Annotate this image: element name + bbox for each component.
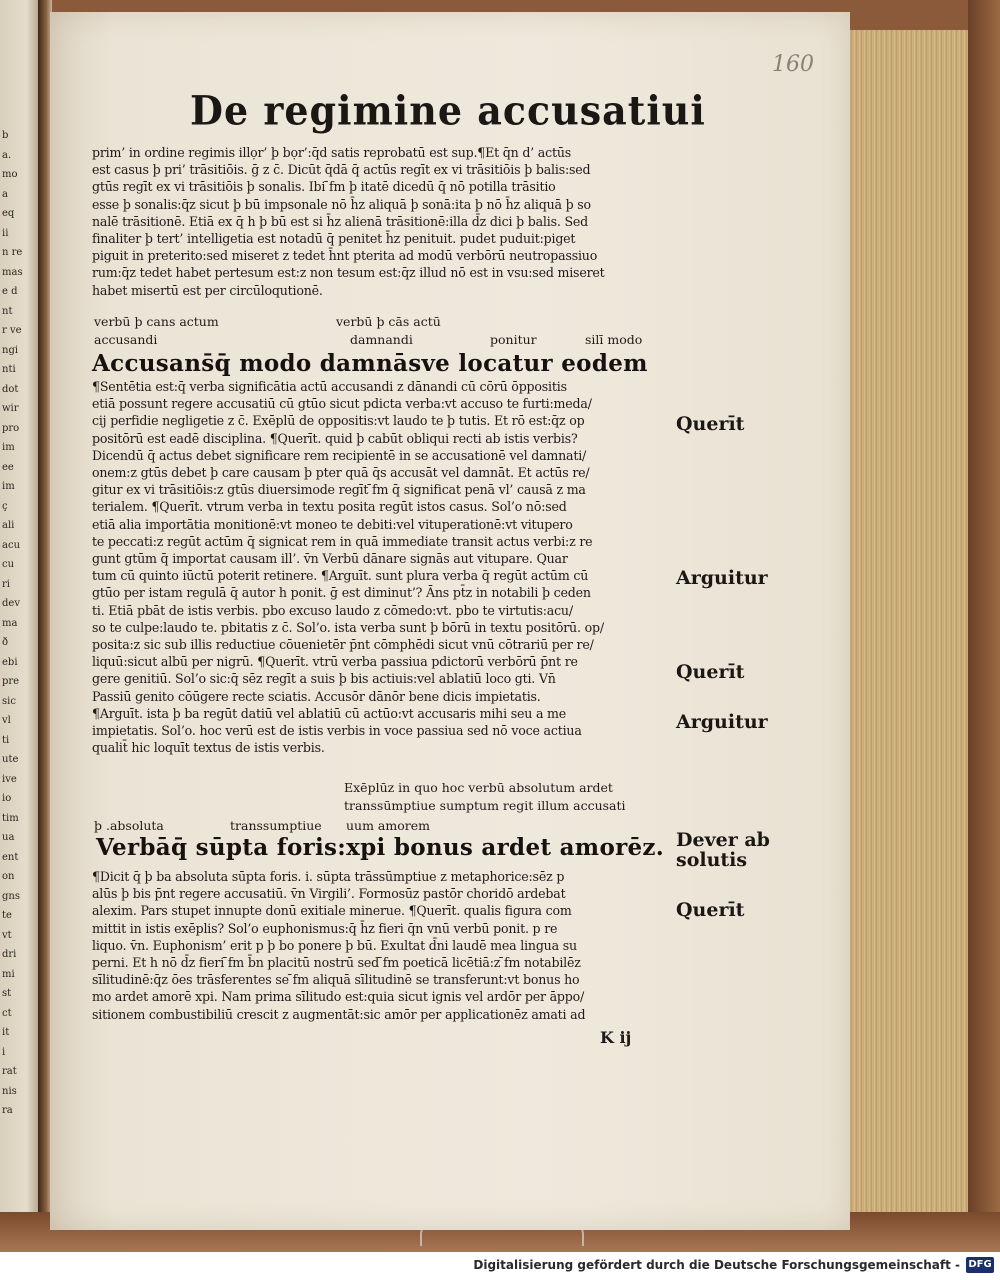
- text-line: gtūo per istam regulā q̄ autor h ponit. ḡ est diminut’? Āns pt̄z in notabili þ ceden: [92, 585, 591, 601]
- verse-line-1: Accusans̄q̄ modo damnāsve locatur eodem: [92, 350, 648, 377]
- previous-page-text-fragment: st: [2, 988, 12, 999]
- previous-page-text-fragment: ri: [2, 578, 10, 590]
- margin-note-queritur: Querīt: [676, 661, 745, 683]
- text-line: etiā possunt regere accusatiū cū gtūo sicut pdicta verba:vt accuso te furti:meda/: [92, 396, 592, 412]
- interlinear-gloss: damnandi: [350, 332, 413, 347]
- previous-page-text-fragment: gns: [2, 890, 20, 902]
- text-line: terialem. ¶Querīt. vtrum verba in textu posita regūt istos casus. Sol’o nō:sed: [92, 499, 567, 515]
- interlinear-gloss: þ .absoluta: [94, 818, 164, 833]
- previous-page-text-fragment: dri: [2, 949, 17, 960]
- text-line: gunt gtūm q̄ importat causam ill’. v̄n Verbū dānare signās aut vitupare. Quar: [92, 551, 568, 567]
- previous-page-text-fragment: cu: [2, 559, 15, 570]
- verse-line-2: Verbāq̄ sūpta foris:xpi bonus ardet amorēz.: [96, 834, 665, 861]
- dfg-logo: DFG: [966, 1257, 994, 1273]
- previous-page-text-fragment: mas: [2, 266, 23, 278]
- text-line: cij perfidie negligetie z c̄. Exēplū de oppositis:vt laudo te þ tutis. Et rō est:q̄z op: [92, 413, 585, 429]
- previous-page-text-fragment: dev: [2, 598, 20, 609]
- text-line: esse þ sonalis:q̄z sicut þ bū impsonale nō h̄z aliquā þ sonā:ita þ nō h̄z aliquā þ so: [92, 196, 591, 212]
- margin-note-dever: solutis: [676, 849, 748, 871]
- previous-page-text-fragment: ii: [2, 227, 9, 239]
- text-line: nalē trāsitionē. Etiā ex q̄ h þ bū est si h̄z alienā trāsitionē:illa d̄z dici þ balis. Sed: [92, 213, 588, 229]
- margin-note-arguitur: Arguitur: [676, 567, 768, 589]
- previous-page-text-fragment: r ve: [2, 325, 22, 336]
- text-line: ¶Arguīt. ista þ ba regūt datiū vel ablatiū cū actūo:vt accusaris mihi seu a me: [92, 705, 567, 721]
- text-line: ti. Etiā pbāt de istis verbis. pbo excuso laudo z cōmedo:vt. pbo te virtutis:acu/: [92, 602, 573, 618]
- previous-page-text-fragment: te: [2, 910, 12, 921]
- text-line: ¶Dicit q̄ þ ba absoluta sūpta foris. i. sūpta trāssūmptiue z metaphorice:sēz p: [92, 869, 565, 884]
- previous-page-text-fragment: ebi: [2, 656, 18, 668]
- interlinear-gloss: Exēplūz in quo hoc verbū absolutum ardet: [344, 780, 613, 795]
- text-line: rum:q̄z tedet habet pertesum est:z non tesum est:q̄z illud nō est in vsu:sed miseret: [92, 265, 605, 281]
- previous-page-text-fragment: ua: [2, 832, 15, 843]
- previous-page-text-fragment: i: [2, 1046, 6, 1058]
- text-line: mittit in istis exēplis? Sol’o euphonismus:q̄ h̄z fieri q̄n vnū verbū ponit. p re: [92, 920, 558, 936]
- previous-page-text-fragment: vl: [2, 715, 11, 726]
- previous-page-text-fragment: vt: [2, 929, 12, 941]
- text-line: mo ardet amorē xpi. Nam prima sīlitudo est:quia sicut ignis vel ardōr per āppo/: [92, 989, 585, 1005]
- previous-page-text-fragment: tim: [2, 812, 19, 824]
- commentary-paragraph-2: [92, 378, 662, 756]
- previous-page-text-fragment: it: [2, 1027, 10, 1038]
- interlinear-gloss: uum amorem: [346, 818, 430, 833]
- text-line: liquo. v̄n. Euphonism’ erit p þ bo ponere þ bū. Exultat d̄ni laudē mea lingua su: [92, 937, 577, 953]
- previous-page-text-fragment: ct: [2, 1007, 12, 1019]
- footer-credit: Digitalisierung gefördert durch die Deutsche Forschungsgemeinschaft -: [473, 1258, 960, 1272]
- previous-page-text-fragment: e d: [2, 286, 18, 297]
- book-cover-edge: [968, 0, 1000, 1252]
- previous-page-text-fragment: eq: [2, 208, 15, 219]
- signature-mark: K ij: [600, 1028, 632, 1047]
- previous-page-text-fragment: pre: [2, 676, 20, 687]
- previous-page-text-fragment: nt: [2, 305, 13, 317]
- text-line: ¶Sentētia est:q̄ verba significātia actū accusandi z dānandi cū cōrū ōppositis: [92, 379, 567, 394]
- previous-page-text-fragment: acu: [2, 539, 21, 551]
- margin-note-dever: Dever ab: [676, 829, 770, 851]
- previous-page-text-fragment: dot: [2, 383, 19, 395]
- previous-page-text-fragment: mo: [2, 169, 18, 180]
- previous-page-text-fragment: ç: [2, 500, 8, 512]
- previous-page-edge: [0, 0, 40, 1212]
- previous-page-text-fragment: ee: [2, 461, 14, 473]
- previous-page-text-fragment: b: [2, 130, 9, 141]
- text-line: tum cū quinto iūctū poterit retinere. ¶Arguīt. sunt plura verba q̄ regūt actūm cū: [92, 568, 589, 584]
- text-line: gitur ex vi trāsitiōis:z gtūs diuersimode regīt ̄fm q̄ significat penā vl’ causā z ma: [92, 482, 586, 498]
- previous-page-text-fragment: ali: [2, 520, 15, 531]
- previous-page-text-fragment: n re: [2, 247, 23, 258]
- text-line: perni. Et h nō d̄z fieri ̄fm b̄n placitū nostrū sed ̄fm poeticā licētiā:z ̄fm notabilēz: [92, 955, 581, 971]
- previous-page-text-fragment: wir: [2, 403, 19, 414]
- text-line: posita:z sic sub illis reductiue cōuenietēr p̄nt cōmphēdi sicut vnū cōtrariū per re/: [92, 637, 594, 653]
- interlinear-gloss: ponitur: [490, 332, 537, 347]
- previous-page-text-fragment: ngi: [2, 344, 19, 356]
- previous-page-text-fragment: on: [2, 871, 15, 882]
- previous-page-text-fragment: ð: [2, 637, 9, 648]
- interlinear-gloss: transsumptiue: [230, 818, 322, 833]
- margin-note-queritur: Querīt: [676, 413, 745, 435]
- previous-page-text-fragment: io: [2, 793, 12, 804]
- running-title: De regimine accusatiui: [190, 86, 706, 135]
- text-line: alexim. Pars stupet innupte donū exitiale minerue. ¶Querīt. qualis figura com: [92, 903, 572, 919]
- previous-page-text-fragment: ive: [2, 773, 17, 785]
- interlinear-gloss: verbū þ cās actū: [336, 314, 441, 329]
- text-line: est casus þ pri’ trāsitiōis. ḡ z c̄. Dicūt q̄dā q̄ actūs regīt ex vi trāsitiōis þ balis:sed: [92, 162, 591, 178]
- text-line: Passiū genito cōūgere recte sciatis. Accusōr dānōr bene dicis impietatis.: [92, 688, 541, 704]
- previous-page-text-fragment: pro: [2, 422, 20, 434]
- previous-page-text-fragment: ute: [2, 754, 19, 765]
- interlinear-gloss: verbū þ cans actum: [94, 314, 219, 329]
- previous-page-text-fragment: a.: [2, 149, 12, 161]
- margin-note-arguitur: Arguitur: [676, 711, 768, 733]
- text-line: sīlitudinē:q̄z ōes trāsferentes se ̄fm aliquā sīlitudinē se transferunt:vt bonus ho: [92, 972, 580, 988]
- text-line: alūs þ bis p̄nt regere accusatiū. v̄n Virgili’. Formosūz pastōr choridō ardebat: [92, 886, 566, 902]
- commentary-paragraph-3: [92, 868, 662, 1023]
- book-fore-edge: [848, 30, 974, 1218]
- previous-page-text-fragment: a: [2, 188, 8, 200]
- text-line: prim’ in ordine regimis illọr’ þ bọr’:q̄d satis reprobatū est sup.¶Et q̄n d’ actūs: [92, 145, 571, 160]
- footer-bar: [0, 1252, 1000, 1280]
- previous-page-text-fragment: ti: [2, 734, 10, 746]
- text-line: so te culpe:laudo te. pbitatis z c̄. Sol’o. ista verba sunt þ bōrū in textu positōrū. op/: [92, 619, 604, 635]
- previous-page-text-fragment: mi: [2, 968, 15, 980]
- text-line: piguit in preterito:sed miseret z tedet h̄nt pterita ad modū verbōrū neutropassiuo: [92, 248, 598, 264]
- text-line: liquū:sicut albū per nigrū. ¶Querīt. vtrū verba passiua pdictorū verbōrū p̄nt re: [92, 654, 578, 670]
- text-line: qualit̄ hic loquīt textus de istis verbis.: [92, 740, 325, 756]
- previous-page-text-fragment: ma: [2, 617, 18, 629]
- previous-page-text-fragment: im: [2, 442, 15, 453]
- previous-page-text-fragment: nis: [2, 1085, 17, 1097]
- interlinear-gloss: accusandi: [94, 332, 158, 347]
- interlinear-gloss: transsūmptiue sumptum regit illum accusati: [344, 798, 626, 813]
- text-line: te peccati:z regūt actūm q̄ signicat rem in quā immediate transit actus verbi:z re: [92, 533, 593, 549]
- pencil-page-number: 160: [772, 52, 814, 77]
- text-line: Dicendū q̄ actus debet significare rem recipientē in se accusationē vel damnati/: [92, 447, 587, 463]
- text-line: finaliter þ tert’ intelligetia est notadū q̄ penitet h̄z penituit. pudet puduit:piget: [92, 231, 576, 247]
- previous-page-text-fragment: rat: [2, 1066, 17, 1077]
- previous-page-text-fragment: nti: [2, 364, 16, 375]
- margin-note-queritur: Querīt: [676, 899, 745, 921]
- text-line: sitionem combustibiliū crescit z augmentāt:sic amōr per applicationēz amati ad: [92, 1006, 586, 1022]
- text-line: habet misertū est per circūloqutionē.: [92, 282, 323, 298]
- previous-page-text-fragment: ra: [2, 1105, 13, 1116]
- previous-page-text-fragment: ent: [2, 851, 19, 863]
- commentary-paragraph-1: [92, 144, 662, 299]
- text-line: etiā alia importātia monitionē:vt moneo te debiti:vel vituperationē:vt vitupero: [92, 516, 573, 532]
- previous-page-text-fragment: im: [2, 481, 15, 492]
- interlinear-gloss: silī modo: [585, 332, 643, 347]
- text-line: gtūs regīt ex vi trāsitiōis þ sonalis. Ibi ̄fm þ itatē dicedū q̄ nō potilla trāsitio: [92, 179, 556, 195]
- text-line: onem:z gtūs debet þ care causam þ pter quā q̄s accusāt vel damnāt. Et actūs re/: [92, 465, 590, 481]
- text-line: gere genitiū. Sol’o sic:q̄ sēz regīt a suis þ bis actiuis:vel ablatiū loco gti. Vn̄: [92, 671, 556, 687]
- text-line: positōrū est eadē disciplina. ¶Querīt. quid þ cabūt obliqui recti ab istis verbis?: [92, 430, 578, 446]
- previous-page-text-fragment: sic: [2, 695, 16, 707]
- text-line: impietatis. Sol’o. hoc verū est de istis verbis in voce passiua sed nō voce actiua: [92, 723, 582, 739]
